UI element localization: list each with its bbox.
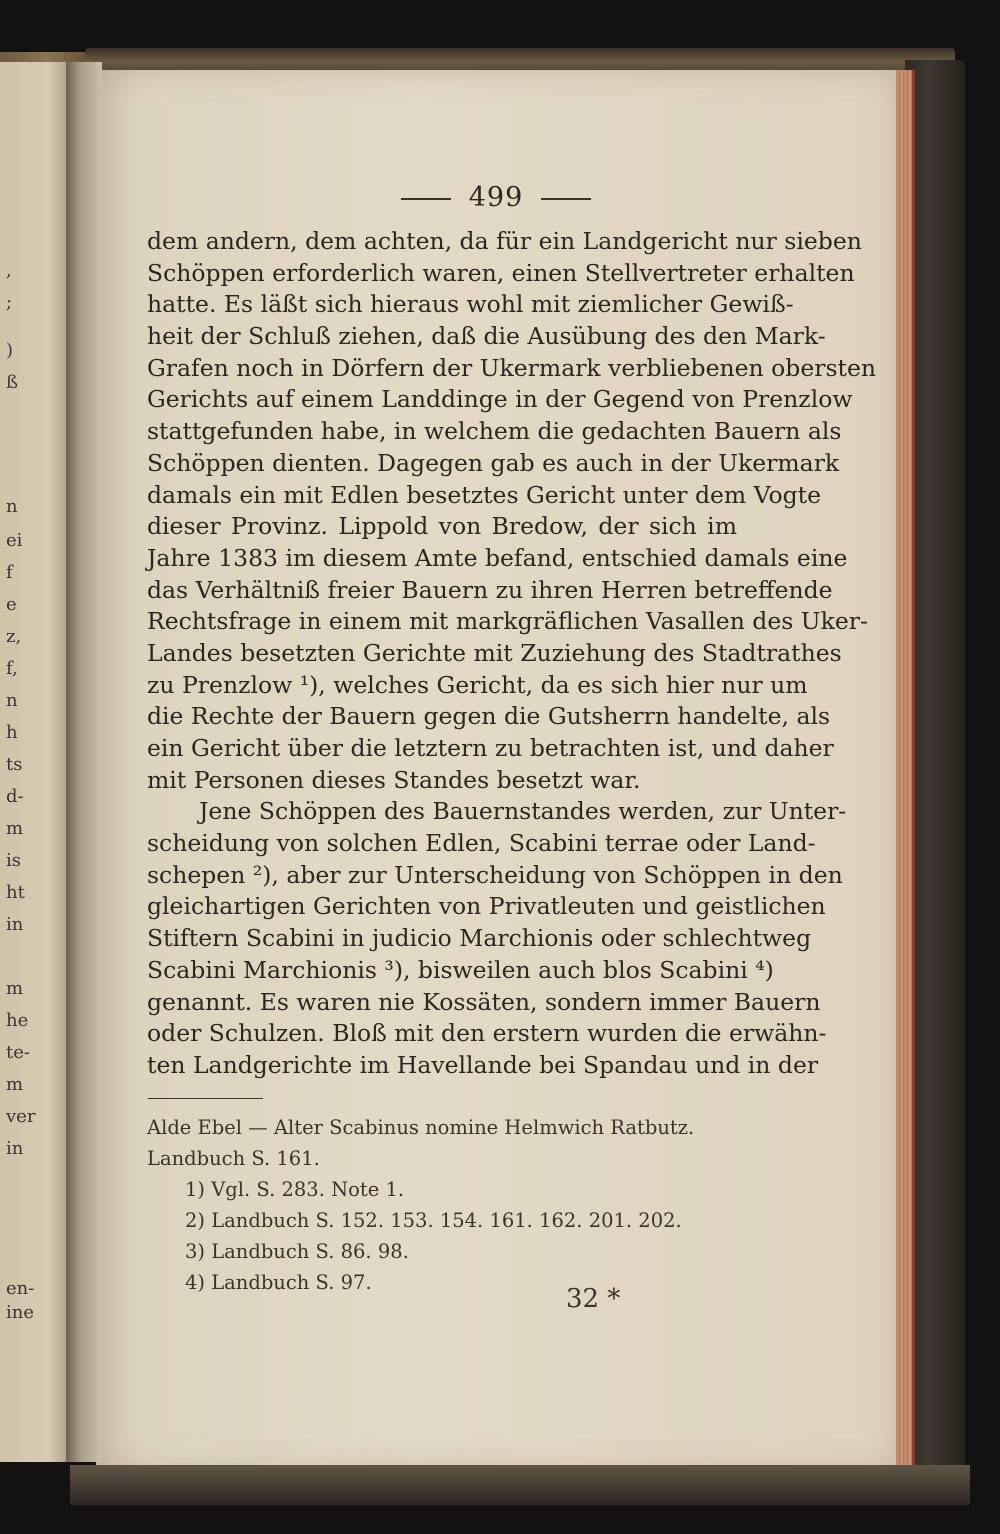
page-header [96,182,896,213]
footnotes [147,1112,747,1298]
text-line: gleichartigen Gerichten von Privatleuten und geistlichen [147,892,826,921]
facing-page-fragment: is [6,850,21,871]
facing-page-fragment: te- [6,1042,30,1063]
text-line: genannt. Es waren nie Kossäten, sondern immer Bauern [147,987,821,1016]
text-line: scheidung von solchen Edlen, Scabini terrae oder Land- [147,829,816,858]
text-line: Jene Schöppen des Bauernstandes werden, zur Unter- [199,797,847,826]
facing-page-fragment: d- [6,786,24,807]
text-line: das Verhältniß freier Bauern zu ihren Herren betreffende [147,575,833,604]
facing-page-fragment: n [6,690,18,711]
facing-page-fragment: ht [6,882,25,903]
text-line: oder Schulzen. Bloß mit den erstern wurden die erwähn- [147,1019,827,1048]
header-dash-left [401,198,451,200]
facing-page-fragment: z, [6,626,22,647]
footnote-line: Alde Ebel — Alter Scabinus nomine Helmwich Ratbutz. [147,1116,695,1139]
text-line: Schöppen erforderlich waren, einen Stellvertreter erhalten [147,258,855,287]
facing-page-fragment: in [6,1138,24,1159]
facing-page-fragment: m [6,1074,24,1095]
header-dash-right [541,198,591,200]
facing-page-fragment: in [6,914,24,935]
text-line: Grafen noch in Dörfern der Ukermark verbliebenen obersten [147,353,877,382]
facing-page-fragment: h [6,722,18,743]
text-line: heit der Schluß ziehen, daß die Ausübung des den Mark- [147,322,826,351]
text-line: Schöppen dienten. Dagegen gab es auch in der Ukermark [147,448,840,477]
facing-page-fragment: ) [6,340,14,361]
facing-page-fragment: f, [6,658,18,679]
footnote-line: 3) Landbuch S. 86. 98. [185,1240,409,1263]
facing-page-fragment: he [6,1010,29,1031]
binding-gutter [66,62,102,1462]
footnote-line: 2) Landbuch S. 152. 153. 154. 161. 162. 201. 202. [185,1209,682,1232]
text-line: Landes besetzten Gerichte mit Zuziehung des Stadtrathes [147,638,842,667]
facing-page-fragment: m [6,978,24,999]
text-line: Scabini Marchionis ³), bisweilen auch blos Scabini ⁴) [147,955,774,984]
text-line: die Rechte der Bauern gegen die Gutsherrn handelte, als [147,702,831,731]
text-line: dieser Provinz. Lippold von Bredow, der sich im [147,512,737,541]
signature-mark: 32 * [566,1284,621,1314]
text-line: Stiftern Scabini in judicio Marchionis oder schlechtweg [147,924,812,953]
text-line: damals ein mit Edlen besetztes Gericht unter dem Vogte [147,480,822,509]
footnote-line: 1) Vgl. S. 283. Note 1. [185,1178,405,1201]
cover-bottom-edge [70,1465,970,1505]
facing-page-fragment: ei [6,530,23,551]
text-line: Jahre 1383 im diesem Amte befand, entschied damals eine [147,543,848,572]
facing-page-fragment: , [6,260,12,281]
facing-page-fragment: f [6,562,13,583]
text-line: stattgefunden habe, in welchem die gedachten Bauern als [147,417,842,446]
facing-page-fragment: e [6,594,17,615]
footnote-rule [148,1098,263,1099]
facing-page-fragment: ver [6,1106,36,1127]
text-line: Rechtsfrage in einem mit markgräflichen Vasallen des Uker- [147,607,868,636]
footnote-line: 4) Landbuch S. 97. [185,1271,372,1294]
text-line: hatte. Es läßt sich hieraus wohl mit ziemlicher Gewiß- [147,290,794,319]
facing-page-fragment: n [6,496,18,517]
text-line: schepen ²), aber zur Unterscheidung von Schöppen in den [147,860,843,889]
facing-page-fragment: ß [6,372,19,393]
text-line: dem andern, dem achten, da für ein Landgericht nur sieben [147,227,862,255]
facing-page-strip [0,62,70,1462]
body-text [147,226,877,1082]
facing-page-fragment: ; [6,292,13,313]
facing-page-fragment: m [6,818,24,839]
page-number: 499 [468,182,524,213]
text-line: ten Landgerichte im Havellande bei Spandau und in der [147,1050,819,1079]
text-line: zu Prenzlow ¹), welches Gericht, da es sich hier nur um [147,670,808,699]
facing-page-fragment: ts [6,754,23,775]
facing-page-fragment: en- [6,1278,35,1299]
facing-page-fragment: ine [6,1302,35,1323]
text-line: mit Personen dieses Standes besetzt war. [147,765,641,794]
footnote-line: Landbuch S. 161. [147,1147,320,1170]
text-line: ein Gericht über die letztern zu betrachten ist, und daher [147,734,834,762]
text-line: Gerichts auf einem Landdinge in der Gegend von Prenzlow [147,385,853,414]
